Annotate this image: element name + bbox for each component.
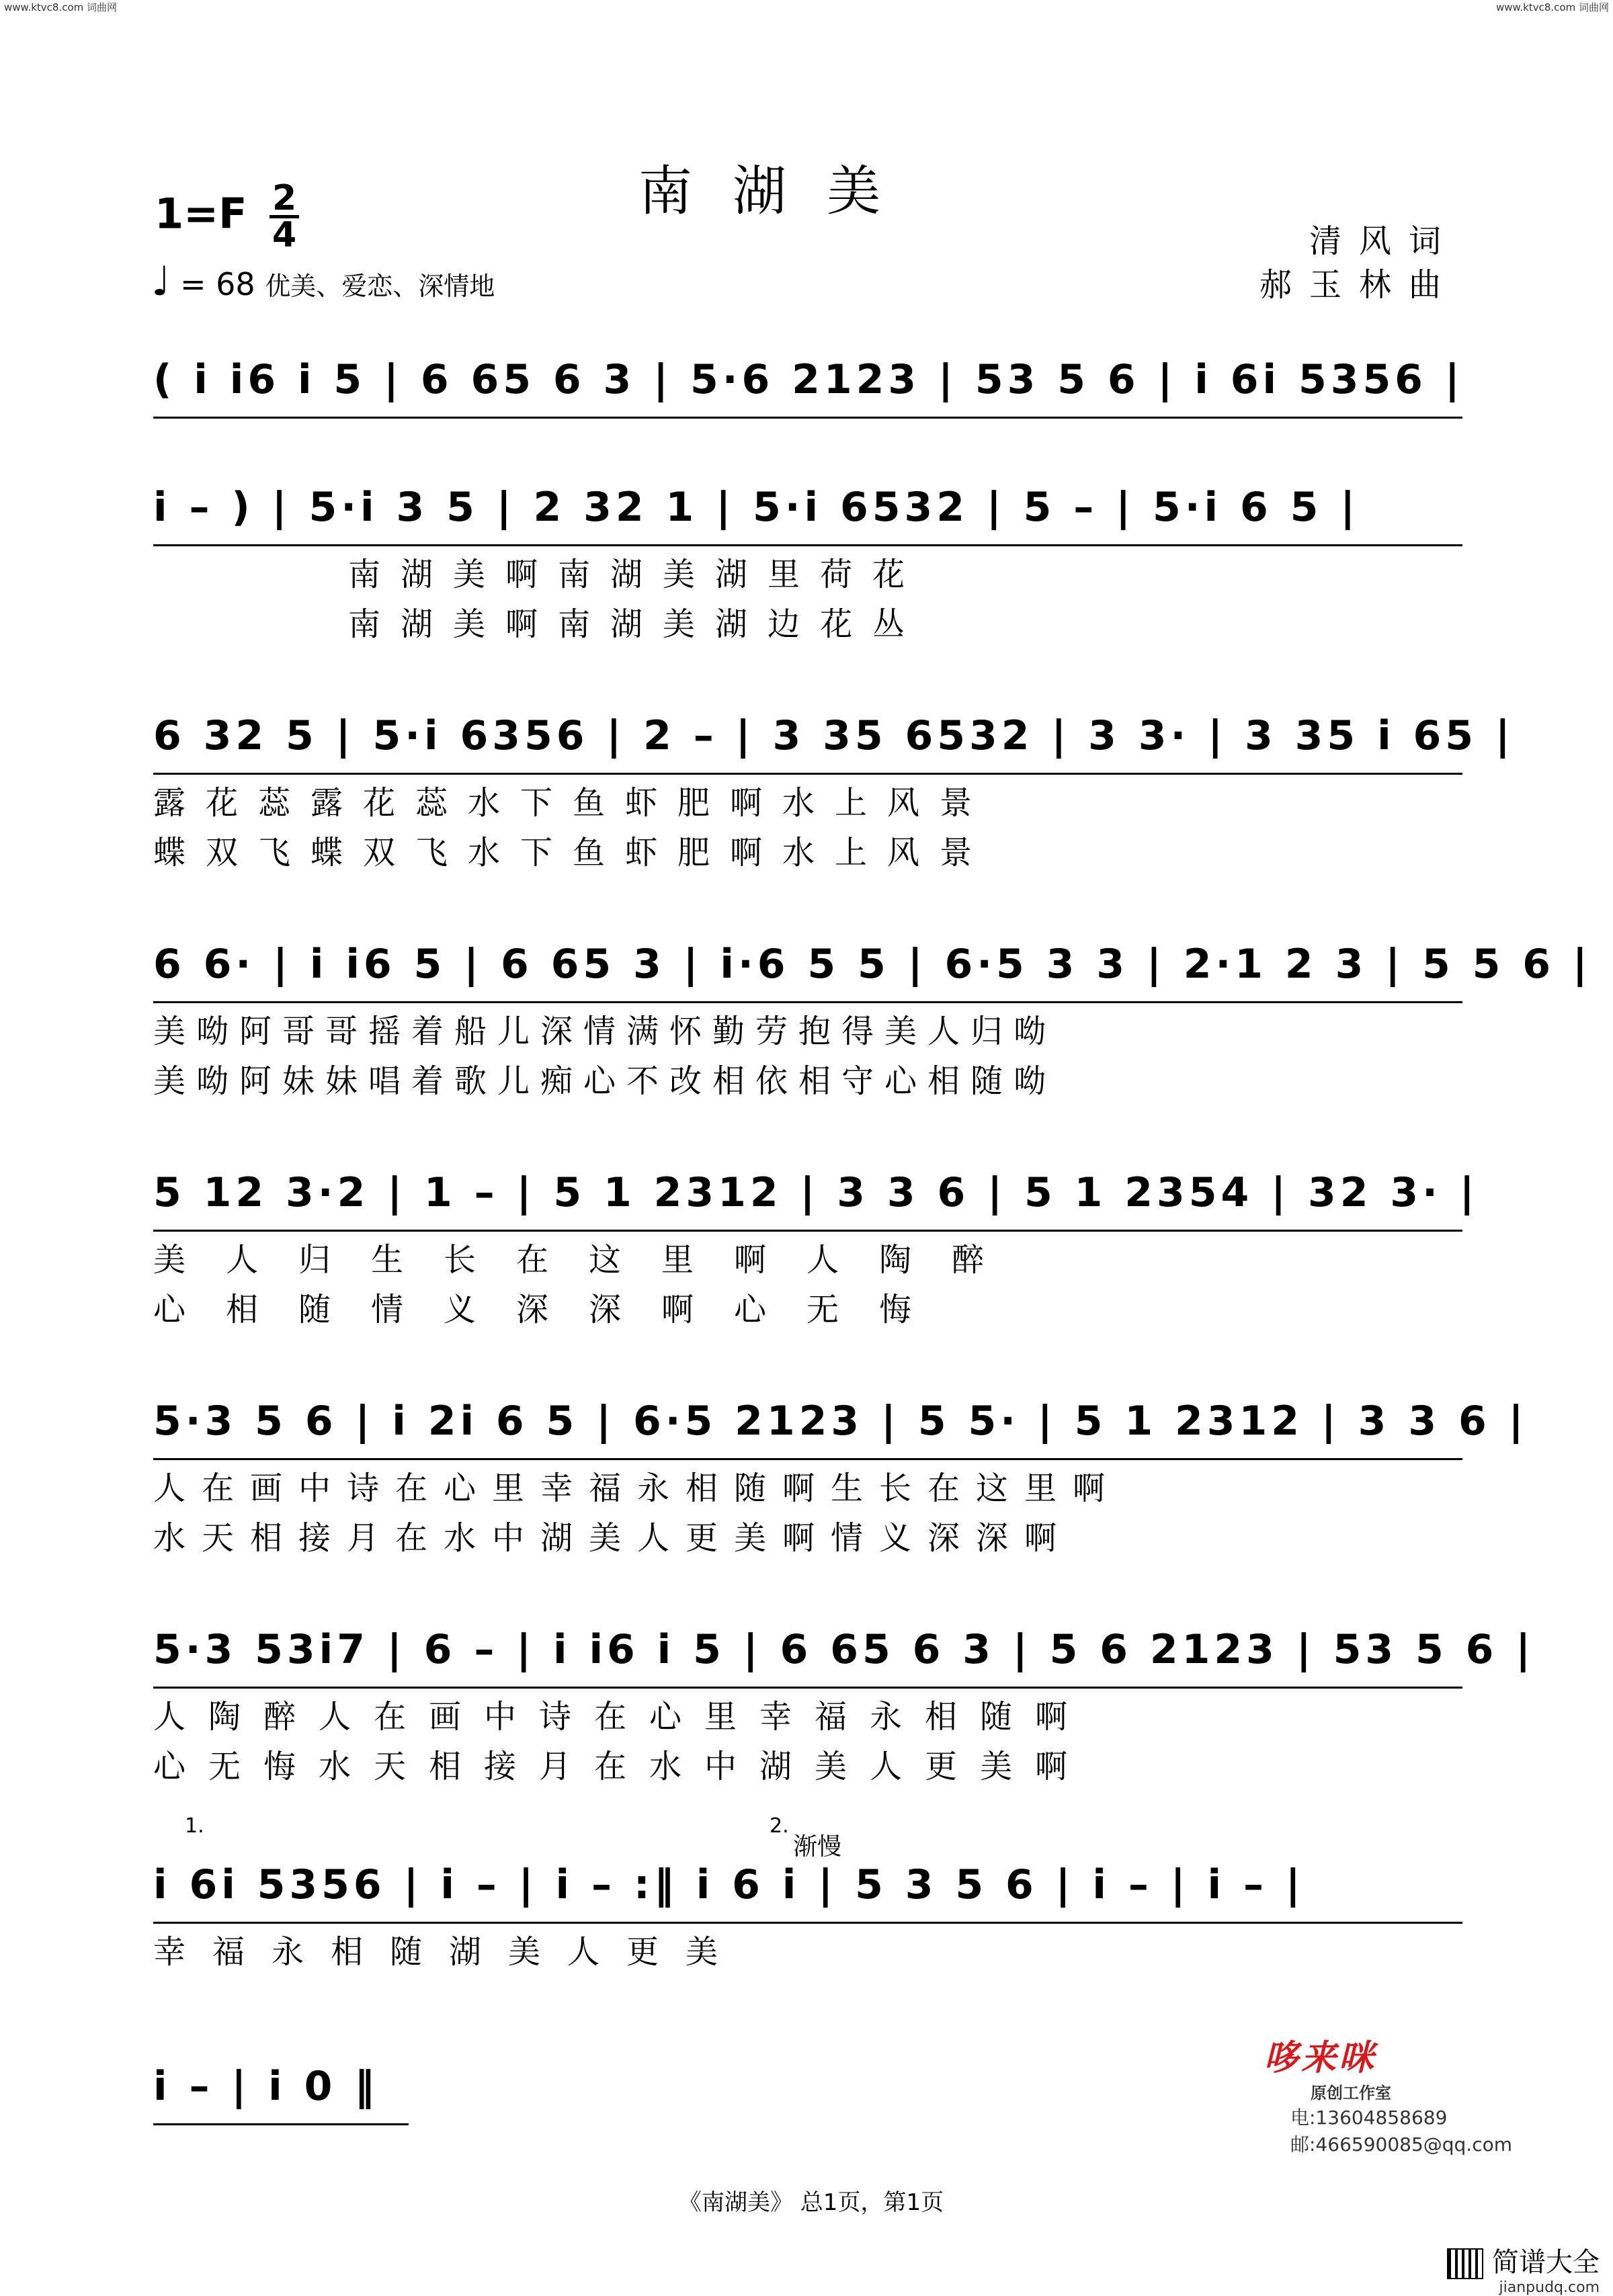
notation-line: ( i i6 i 5 | 6 65 6 3 | 5·6 2123 | 53 5 6 | i 6i 5356 |	[153, 343, 1462, 419]
notation-line: 6 32 5 | 5·i 6356 | 2 – | 3 35 6532 | 3 3· | 3 35 i 65 |	[153, 699, 1462, 775]
lyric-verse-2: 水天相接月在水中湖美人更美啊情义深深啊	[153, 1519, 1073, 1557]
score-row-1	[153, 343, 1462, 419]
notation-line: 5 12 3·2 | 1 – | 5 1 2312 | 3 3 6 | 5 1 2354 | 32 3· |	[153, 1156, 1462, 1232]
lyric-verse-2: 南湖美啊南湖美湖边花丛	[348, 605, 925, 643]
tempo-value: = 68	[179, 266, 255, 302]
time-bottom: 4	[272, 215, 297, 255]
notation-line: 6 6· | i i6 5 | 6 65 3 | i·6 5 5 | 6·5 3 3 | 2·1 2 3 | 5 5 6 |	[153, 927, 1462, 1003]
song-title: 南湖美	[638, 160, 921, 222]
score-row-5	[153, 1156, 1479, 1331]
site-name: 简谱大全	[1492, 2247, 1600, 2278]
key: 1=F	[155, 189, 247, 239]
time-signature	[270, 178, 299, 255]
piano-icon	[1447, 2248, 1483, 2279]
lyric-verse-1: 美人归生长在这里啊人陶醉	[153, 1240, 1025, 1279]
logo-phone: 电:13604858689	[1290, 2107, 1448, 2129]
notation-line: i – | i 0 ‖	[153, 2049, 409, 2125]
site-url: jianpudq.com	[1499, 2279, 1600, 2296]
lyricist: 清风词	[1309, 222, 1458, 260]
notation-line: 5·3 53i7 | 6 – | i i6 i 5 | 6 65 6 3 | 5 6 2123 | 53 5 6 |	[153, 1613, 1462, 1689]
score-row-9	[153, 2049, 409, 2125]
lyric-verse-2: 心相随情义深深啊心无悔	[153, 1290, 952, 1328]
score-row-3	[153, 699, 1514, 874]
key-signature	[155, 178, 299, 255]
tempo-description: 优美、爱恋、深情地	[265, 271, 495, 301]
first-ending-label: 1.	[185, 1814, 204, 1838]
lyric-verse-1: 人陶醉人在画中诗在心里幸福永相随啊	[153, 1697, 1091, 1736]
header-left-url: www.ktvc8.com 词曲网	[4, 1, 118, 13]
studio-logo	[1264, 2029, 1513, 2157]
logo-brand: 哆来咪	[1264, 2038, 1377, 2078]
lyric-verse-1: 幸福永相随湖美人更美	[153, 1932, 745, 1971]
quarter-note-icon: ♩	[151, 258, 171, 305]
page-footer: 《南湖美》 总1页，第1页	[679, 2189, 944, 2216]
score-row-8	[153, 1848, 1462, 1973]
header-right-url: www.ktvc8.com 词曲网	[1495, 1, 1609, 13]
notation-line: i 6i 5356 | i – | i – :‖ i 6 i | 5 3 5 6 | i – | i – |	[153, 1848, 1462, 1924]
time-top: 2	[270, 181, 299, 218]
score-row-2	[153, 470, 1462, 646]
notation-line: 5·3 5 6 | i 2i 6 5 | 6·5 2123 | 5 5· | 5 1 2312 | 3 3 6 |	[153, 1384, 1462, 1460]
lyric-verse-1: 露花蕊露花蕊水下鱼虾肥啊水上风景	[153, 783, 993, 822]
lyric-verse-1: 人在画中诗在心里幸福永相随啊生长在这里啊	[153, 1469, 1122, 1507]
score-row-4	[153, 927, 1591, 1103]
logo-email: 邮:466590085@qq.com	[1290, 2133, 1513, 2156]
lyric-verse-2: 心无悔水天相接月在水中湖美人更美啊	[153, 1747, 1091, 1785]
score-row-6	[153, 1384, 1528, 1560]
lyric-verse-2: 美呦阿妹妹唱着歌儿痴心不改相依相守心相随呦	[153, 1062, 1057, 1100]
composer: 郝玉林曲	[1259, 266, 1458, 304]
site-brand	[1447, 2241, 1600, 2296]
lyric-verse-1: 美呦阿哥哥摇着船儿深情满怀勤劳抱得美人归呦	[153, 1012, 1057, 1050]
ritardando-label: 渐慢	[793, 1833, 842, 1861]
score-row-7	[153, 1613, 1535, 1788]
logo-studio: 原创工作室	[1311, 2084, 1391, 2102]
lyric-verse-2: 蝶双飞蝶双飞水下鱼虾肥啊水上风景	[153, 833, 993, 871]
tempo-marking	[151, 258, 495, 305]
lyric-verse-1: 南湖美啊南湖美湖里荷花	[348, 555, 925, 593]
notation-line: i – ) | 5·i 3 5 | 2 32 1 | 5·i 6532 | 5 – | 5·i 6 5 |	[153, 470, 1462, 546]
second-ending-label: 2.	[770, 1814, 789, 1838]
